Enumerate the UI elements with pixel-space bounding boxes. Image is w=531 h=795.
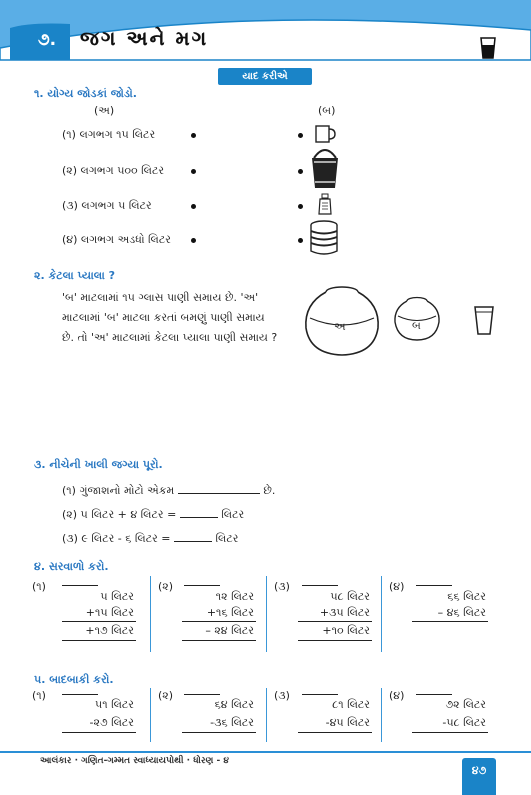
bucket-icon (308, 144, 342, 190)
q3-item-2-suffix: લિટર (221, 508, 245, 521)
q1-col-b: (બ) (318, 104, 336, 117)
divider (381, 576, 382, 652)
q3-item-1-suffix: છે. (263, 484, 276, 497)
q2-line-2: માટલામાં 'બ' માટલા કરતાં બમણું પાણી સમાય (62, 311, 265, 324)
chapter-title: જગ અને મગ (80, 26, 209, 50)
answer-line[interactable] (182, 640, 256, 641)
q4-p4-b: – ૪૬ લિટર (437, 606, 486, 619)
q4-p1-num: (૧) (32, 580, 46, 593)
chapter-number: ૭. (37, 30, 57, 50)
rule (62, 585, 98, 586)
q5-p4-a: ૭૨ લિટર (445, 698, 486, 711)
match-dot-left[interactable] (191, 169, 196, 174)
q1-heading: ૧. યોગ્ય જોડકાં જોડો. (34, 87, 137, 100)
bottle-icon (317, 193, 333, 215)
answer-line[interactable] (182, 732, 256, 733)
cup-icon (472, 304, 496, 336)
q3-item-2-text: (૨) ૫ લિટર + ૪ લિટર = (62, 508, 177, 521)
fill-blank[interactable] (178, 483, 260, 494)
footer-text: આલંકાર · ગણિત-ગમ્મત સ્વાધ્યાયપોથી · ધોરણ - ૪ (40, 756, 229, 766)
q1-item-4: (૪) લગભગ અડધો લિટર (62, 233, 171, 246)
q3-item-3 (62, 531, 238, 546)
answer-line[interactable] (412, 732, 488, 733)
rule (416, 694, 452, 695)
q4-p1-c: +૧૭ લિટર (85, 624, 134, 637)
q5-p2-num: (૨) (158, 689, 174, 702)
rule (416, 585, 452, 586)
recall-banner: યાદ કરીએ (218, 68, 312, 85)
page-number: ૪૭ (462, 758, 496, 795)
rule (62, 694, 98, 695)
fill-blank[interactable] (180, 507, 218, 518)
q3-heading: ૩. નીચેની ખાલી જગ્યા પૂરો. (34, 458, 163, 471)
match-dot-right[interactable] (298, 169, 303, 174)
divider (266, 576, 267, 652)
q3-item-1 (62, 483, 275, 498)
q5-p4-num: (૪) (389, 689, 405, 702)
q4-heading: ૪. સરવાળો કરો. (34, 560, 109, 573)
rule (298, 621, 372, 622)
q4-p2-a: ૧૨ લિટર (215, 590, 254, 603)
q1-item-3: (૩) લગભગ ૫ લિટર (62, 199, 152, 212)
rule (184, 585, 220, 586)
q4-p3-b: +૩૫ લિટર (319, 606, 370, 619)
match-dot-right[interactable] (298, 238, 303, 243)
q1-item-2: (૨) લગભગ ૫૦૦ લિટર (62, 164, 165, 177)
rule (182, 621, 256, 622)
rule (302, 585, 338, 586)
q2-line-1: 'બ' માટલામાં ૧૫ ગ્લાસ પાણી સમાય છે. 'અ' (62, 291, 259, 304)
footer-rule (0, 751, 531, 753)
divider (381, 688, 382, 742)
q4-p2-c: – ૨૪ લિટર (205, 624, 254, 637)
q5-heading: ૫. બાદબાકી કરો. (34, 673, 114, 686)
q5-p4-b: -૫૮ લિટર (442, 716, 486, 729)
mug-icon (314, 124, 336, 144)
answer-line[interactable] (298, 732, 372, 733)
glass-icon (478, 36, 498, 60)
q5-p1-num: (૧) (32, 689, 46, 702)
q2-line-3: છે. તો 'અ' માટલામાં કેટલા પ્યાલા પાણી સમાય ? (62, 331, 278, 344)
q4-p1-a: ૫ લિટર (100, 590, 134, 603)
q4-p4-a: ૬૬ લિટર (447, 590, 486, 603)
q4-p3-c: +૧૦ લિટર (322, 624, 370, 637)
q4-p2-b: +૧૬ લિટર (206, 606, 254, 619)
q5-p3-a: ૮૧ લિટર (332, 698, 370, 711)
divider (150, 688, 151, 742)
pot-b-label: બ (412, 319, 421, 332)
match-dot-left[interactable] (191, 238, 196, 243)
answer-line[interactable] (298, 640, 372, 641)
divider (150, 576, 151, 652)
rule (302, 694, 338, 695)
q3-item-2 (62, 507, 244, 522)
q3-item-1-text: (૧) ગુંજાશનો મોટો એકમ (62, 484, 175, 497)
pot-a-label: અ (334, 320, 346, 333)
answer-line[interactable] (412, 621, 488, 622)
fill-blank[interactable] (174, 531, 212, 542)
divider (266, 688, 267, 742)
q5-p3-num: (૩) (274, 689, 290, 702)
pot-b-icon (392, 294, 442, 342)
q4-p3-a: ૫૮ લિટર (330, 590, 370, 603)
match-dot-left[interactable] (191, 204, 196, 209)
q5-p2-b: -૩૬ લિટર (210, 716, 254, 729)
q4-p2-num: (૨) (158, 580, 174, 593)
q4-p4-num: (૪) (389, 580, 405, 593)
match-dot-right[interactable] (298, 133, 303, 138)
q1-col-a: (અ) (94, 104, 115, 117)
match-dot-right[interactable] (298, 204, 303, 209)
rule (62, 621, 136, 622)
q5-p3-b: -૪૫ લિટર (325, 716, 370, 729)
match-dot-left[interactable] (191, 133, 196, 138)
q3-item-3-suffix: લિટર (215, 532, 239, 545)
answer-line[interactable] (62, 640, 136, 641)
q5-p1-b: -૨૭ લિટર (89, 716, 134, 729)
q1-item-1: (૧) લગભગ ૧૫ લિટર (62, 128, 156, 141)
q3-item-3-text: (૩) ૯ લિટર - ૬ લિટર = (62, 532, 171, 545)
q5-p2-a: ૬૪ લિટર (214, 698, 254, 711)
q2-heading: ૨. કેટલા પ્યાલા ? (34, 269, 115, 282)
q5-p1-a: ૫૧ લિટર (94, 698, 134, 711)
answer-line[interactable] (62, 732, 136, 733)
rule (184, 694, 220, 695)
q4-p1-b: +૧૫ લિટર (85, 606, 134, 619)
tank-icon (309, 220, 339, 256)
q4-p3-num: (૩) (274, 580, 290, 593)
